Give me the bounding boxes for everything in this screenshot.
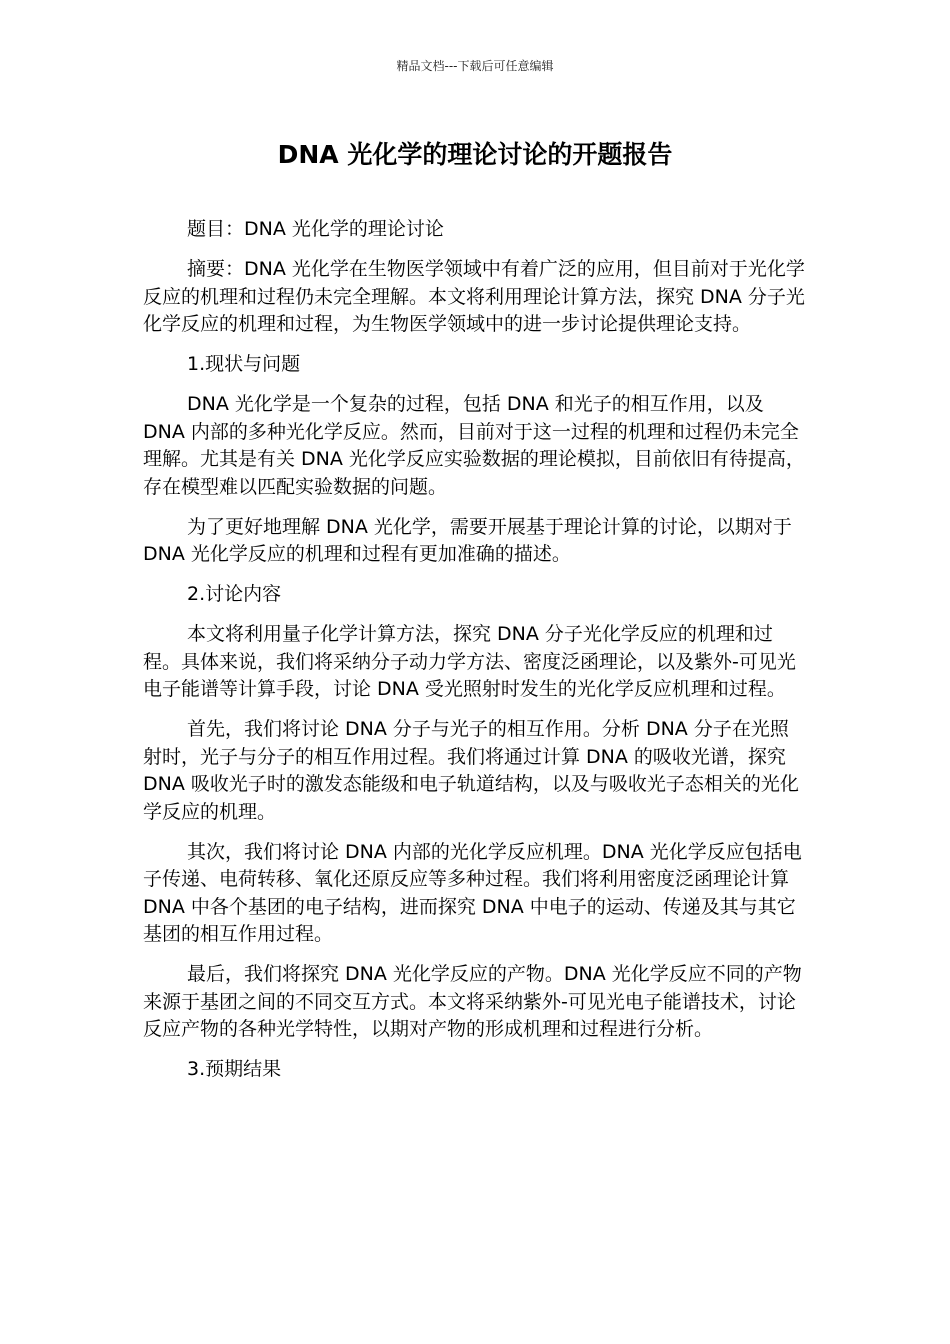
header-note: 精品文档---下载后可任意编辑	[396, 59, 554, 73]
body-paragraph: DNA 光化学是一个复杂的过程，包括 DNA 和光子的相互作用，以及 DNA 内部的多种光化学反应。然而，目前对于这一过程的机理和过程仍未完全理解。尤其是有关 DNA 光化学反应实验数据的理论模拟，目前依旧有待提高，存在模型难以匹配实验数据的问题。	[143, 393, 805, 498]
body-paragraph: 为了更好地理解 DNA 光化学，需要开展基于理论计算的讨论，以期对于 DNA 光化学反应的机理和过程有更加准确的描述。	[143, 515, 792, 565]
body-paragraph: 首先，我们将讨论 DNA 分子与光子的相互作用。分析 DNA 分子在光照射时，光子与分子的相互作用过程。我们将通过计算 DNA 的吸收光谱，探究 DNA 吸收光子时的激发态能级和电子轨道结构，以及与吸收光子态相关的光化学反应的机理。	[143, 718, 799, 823]
section-heading-status: 1.现状与问题	[187, 353, 301, 375]
body-paragraph: 最后，我们将探究 DNA 光化学反应的产物。DNA 光化学反应不同的产物来源于基团之间的不同交互方式。本文将采纳紫外-可见光电子能谱技术，讨论反应产物的各种光学特性，以期对产物的形成机理和过程进行分析。	[143, 963, 802, 1040]
document-body	[143, 216, 805, 1096]
body-paragraph: 本文将利用量子化学计算方法，探究 DNA 分子光化学反应的机理和过程。具体来说，我们将采纳分子动力学方法、密度泛函理论，以及紫外-可见光电子能谱等计算手段，讨论 DNA 受光照射时发生的光化学反应机理和过程。	[143, 623, 796, 700]
subject-line: 题目：DNA 光化学的理论讨论	[187, 218, 444, 240]
document-title: DNA 光化学的理论讨论的开题报告	[277, 140, 673, 169]
section-heading-content: 2.讨论内容	[187, 583, 282, 605]
section-heading-results: 3.预期结果	[187, 1058, 282, 1080]
abstract-paragraph: 摘要：DNA 光化学在生物医学领域中有着广泛的应用，但目前对于光化学反应的机理和过程仍未完全理解。本文将利用理论计算方法，探究 DNA 分子光化学反应的机理和过程，为生物医学领域中的进一步讨论提供理论支持。	[143, 258, 805, 335]
body-paragraph: 其次，我们将讨论 DNA 内部的光化学反应机理。DNA 光化学反应包括电子传递、电荷转移、氧化还原反应等多种过程。我们将利用密度泛函理论计算 DNA 中各个基团的电子结构，进而探究 DNA 中电子的运动、传递及其与其它基团的相互作用过程。	[143, 840, 802, 945]
